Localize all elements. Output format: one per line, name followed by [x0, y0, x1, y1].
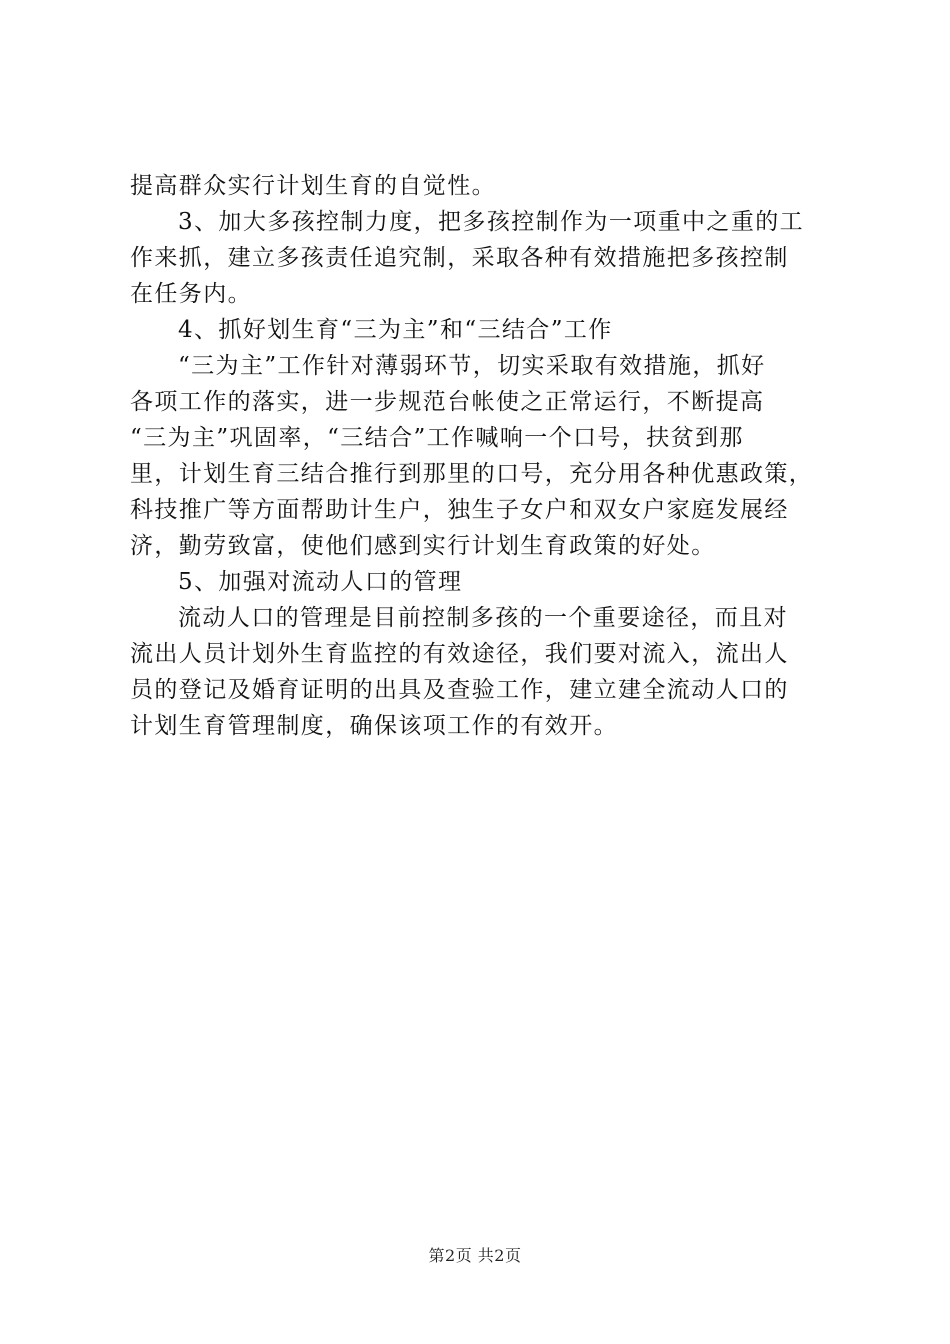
- text-line: 里，计划生育三结合推行到那里的口号，充分用各种优惠政策，: [130, 461, 814, 487]
- paragraph-line: 流动人口的管理是目前控制多孩的一个重要途径，而且对: [178, 605, 788, 631]
- item-4-heading: 4、抓好划生育“三为主”和“三结合”工作: [178, 317, 613, 343]
- item-3-heading-line: 3、加大多孩控制力度，把多孩控制作为一项重中之重的工: [178, 209, 805, 235]
- text-line: 员的登记及婚育证明的出具及查验工作，建立建全流动人口的: [130, 677, 789, 703]
- text-line: 流出人员计划外生育监控的有效途径，我们要对流入，流出人: [130, 641, 789, 667]
- text-line: 作来抓，建立多孩责任追究制，采取各种有效措施把多孩控制: [130, 245, 789, 271]
- page-footer: [0, 1243, 950, 1266]
- text-line: 各项工作的落实，进一步规范台帐使之正常运行，不断提高: [130, 389, 765, 415]
- text-line: 科技推广等方面帮助计生户，独生子女户和双女户家庭发展经: [130, 497, 789, 523]
- text-line: 济，勤劳致富，使他们感到实行计划生育政策的好处。: [130, 533, 716, 559]
- text-line: 计划生育管理制度，确保该项工作的有效开。: [130, 713, 618, 739]
- text-line: 在任务内。: [130, 281, 252, 307]
- document-body: [130, 168, 830, 744]
- item-5-heading: 5、加强对流动人口的管理: [178, 569, 463, 595]
- page-number: 第2页 共2页: [428, 1246, 522, 1265]
- text-line: “三为主”巩固率，“三结合”工作喊响一个口号，扶贫到那: [130, 425, 744, 451]
- text-line: 提高群众实行计划生育的自觉性。: [130, 173, 496, 199]
- paragraph-line: “三为主”工作针对薄弱环节，切实采取有效措施，抓好: [178, 353, 766, 379]
